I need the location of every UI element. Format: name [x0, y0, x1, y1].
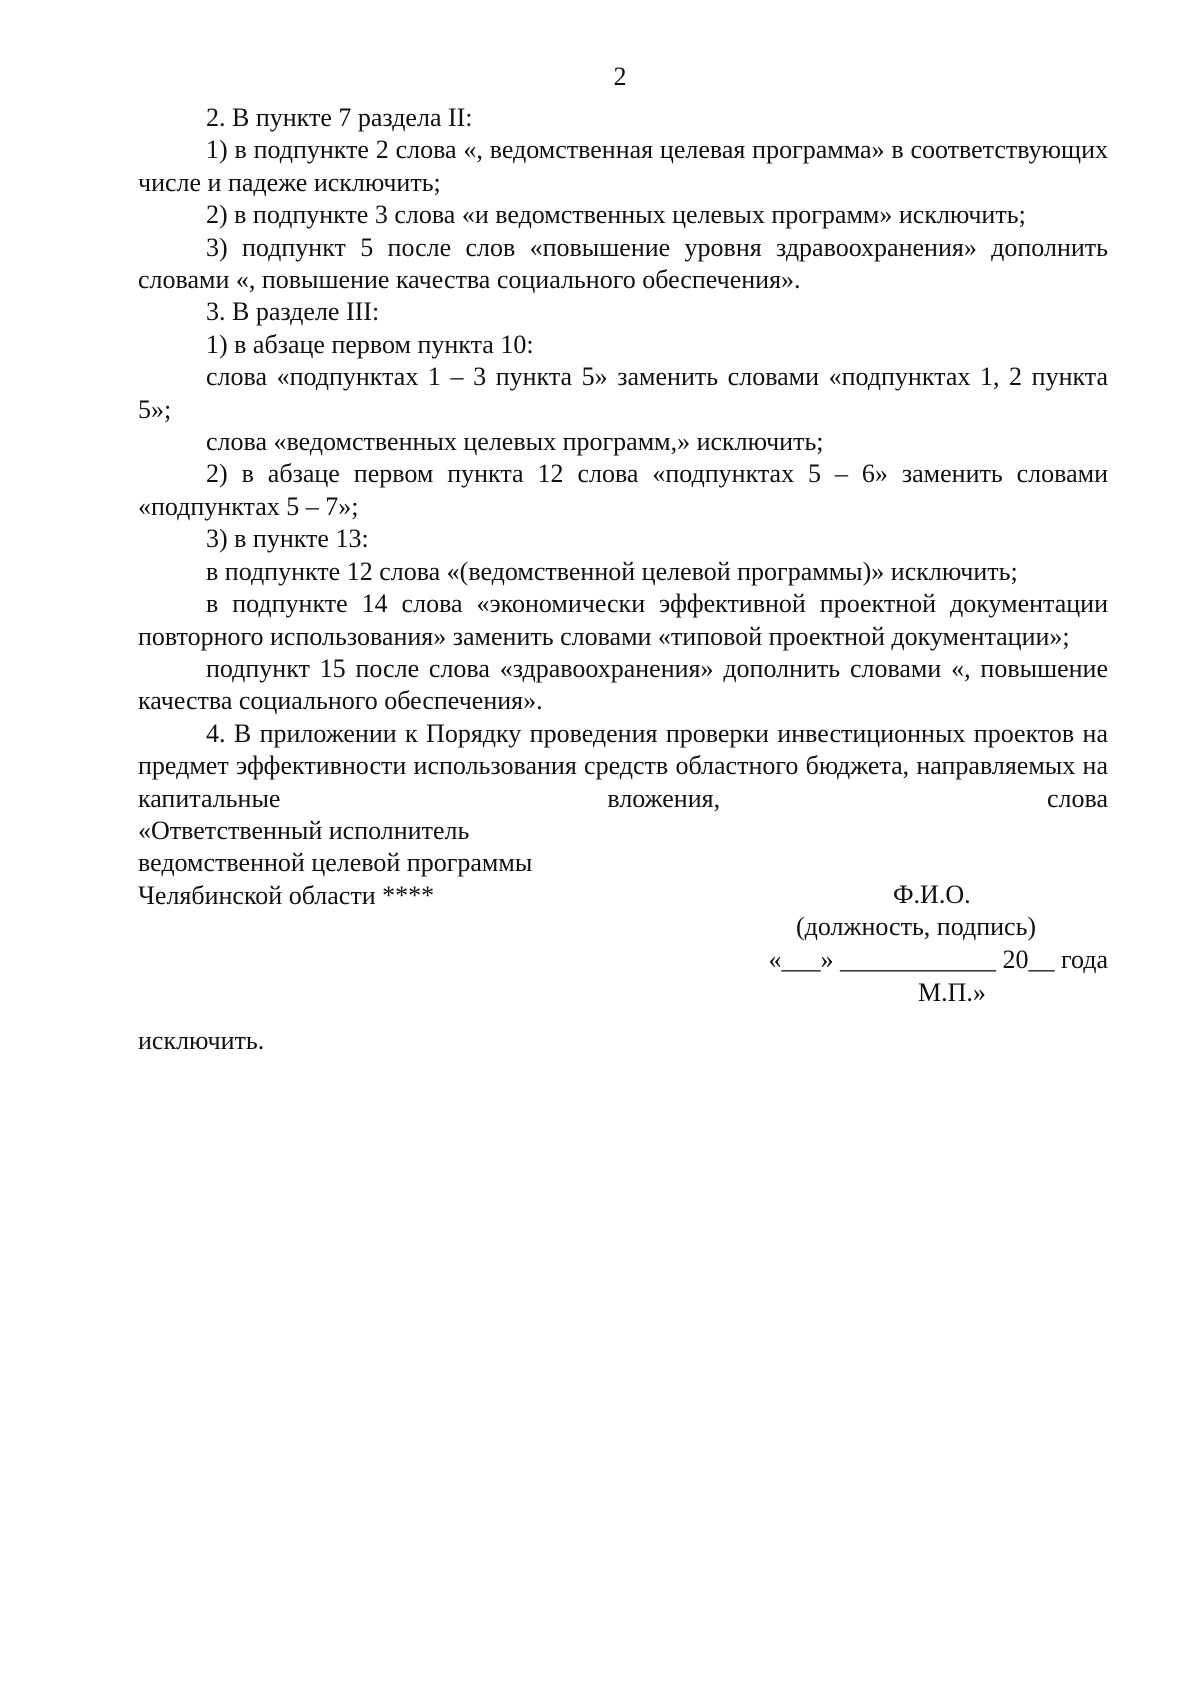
- paragraph-3-sub-3: 3) в пункте 13:: [206, 524, 369, 554]
- signature-left-line-2: Челябинской области ****: [138, 880, 435, 910]
- signature-position: (должность, подпись): [796, 912, 1037, 942]
- signature-fio: Ф.И.О.: [893, 880, 971, 910]
- stamp-label: М.П.»: [918, 977, 986, 1007]
- quoted-form-title: «Ответственный исполнитель: [138, 815, 470, 845]
- paragraph-4: 4. В приложении к Порядку проведения проверки инвестиционных проектов на предмет эффективности использования средств областного бюджета, направляемых на капитальные вложения, слова: [138, 718, 1108, 813]
- page-number: 2: [613, 62, 627, 91]
- paragraph-2-heading: 2. В пункте 7 раздела II:: [206, 103, 473, 132]
- paragraph-3-heading: 3. В разделе III:: [206, 297, 380, 327]
- signature-date-line: «___» ____________ 20__ года: [768, 945, 1108, 975]
- signature-left-column: [138, 847, 532, 912]
- paragraph-2-sub-3: 3) подпункт 5 после слов «повышение уровня здравоохранения» дополнить словами «, повышение качества социального обеспечения».: [138, 232, 1108, 295]
- paragraph-3-sub-3-c: подпункт 15 после слова «здравоохранения» дополнить словами «, повышение качества социального обеспечения».: [138, 653, 1108, 716]
- signature-block: [138, 847, 1108, 944]
- paragraph-3-sub-1: 1) в абзаце первом пункта 10:: [206, 329, 534, 359]
- paragraph-3-sub-2: 2) в абзаце первом пункта 12 слова «подпунктах 5 – 6» заменить словами «подпунктах 5 – 7»;: [138, 459, 1108, 521]
- paragraph-3-sub-1-a: слова «подпунктах 1 – 3 пункта 5» заменить словами «подпунктах 1, 2 пункта 5»;: [138, 362, 1108, 424]
- final-word: исключить.: [138, 1026, 265, 1056]
- document-body: [138, 102, 1108, 1058]
- paragraph-3-sub-3-a: в подпункте 12 слова «(ведомственной целевой программы)» исключить;: [206, 556, 1018, 586]
- signature-left-line-1: ведомственной целевой программы: [138, 848, 533, 878]
- paragraph-2-sub-1: 1) в подпункте 2 слова «, ведомственная целевая программа» в соответствующих числе и падеже исключить;: [138, 135, 1108, 197]
- paragraph-3-sub-1-b: слова «ведомственных целевых программ,» исключить;: [206, 427, 824, 457]
- paragraph-3-sub-3-b: в подпункте 14 слова «экономически эффективной проектной документации повторного использования» заменить словами «типовой проектной документации»;: [138, 589, 1108, 651]
- paragraph-2-sub-2: 2) в подпункте 3 слова «и ведомственных целевых программ» исключить;: [206, 200, 1026, 230]
